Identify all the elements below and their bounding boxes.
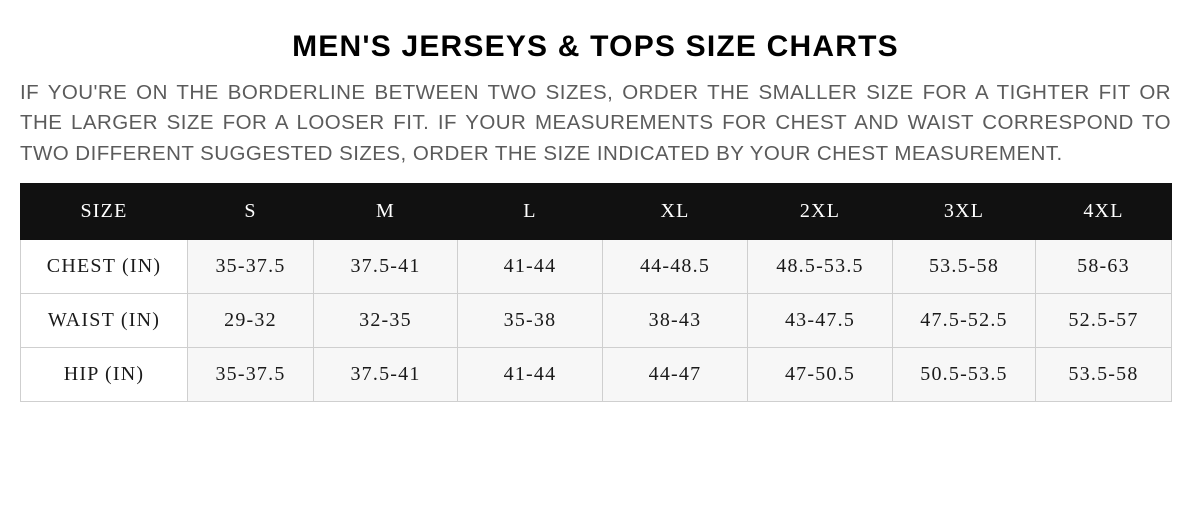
- cell-chest-m: 37.5-41: [314, 239, 458, 293]
- cell-waist-4xl: 52.5-57: [1036, 293, 1172, 347]
- cell-chest-3xl: 53.5-58: [893, 239, 1036, 293]
- column-header-4xl: 4XL: [1036, 183, 1172, 239]
- row-label-hip: HIP (IN): [21, 347, 188, 401]
- cell-hip-xl: 44-47: [603, 347, 748, 401]
- cell-hip-2xl: 47-50.5: [748, 347, 893, 401]
- cell-waist-m: 32-35: [314, 293, 458, 347]
- column-header-s: S: [188, 183, 314, 239]
- cell-chest-4xl: 58-63: [1036, 239, 1172, 293]
- cell-waist-s: 29-32: [188, 293, 314, 347]
- intro-paragraph: IF YOU'RE ON THE BORDERLINE BETWEEN TWO SIZES, ORDER THE SMALLER SIZE FOR A TIGHTER FIT OR THE LARGER SIZE FOR A LOOSER FIT. IF YOUR MEASUREMENTS FOR CHEST AND WAIST CORRESPOND TO TWO DIFFERENT SUGGESTED SIZES, ORDER THE SIZE INDICATED BY YOUR CHEST MEASUREMENT.: [20, 81, 1171, 165]
- column-header-3xl: 3XL: [893, 183, 1036, 239]
- cell-chest-2xl: 48.5-53.5: [748, 239, 893, 293]
- cell-chest-s: 35-37.5: [188, 239, 314, 293]
- row-label-chest: CHEST (IN): [21, 239, 188, 293]
- table-body: [21, 239, 1172, 401]
- cell-hip-4xl: 53.5-58: [1036, 347, 1172, 401]
- column-header-m: M: [314, 183, 458, 239]
- table-row: [21, 239, 1172, 293]
- row-label-waist: WAIST (IN): [21, 293, 188, 347]
- cell-hip-m: 37.5-41: [314, 347, 458, 401]
- cell-hip-l: 41-44: [458, 347, 603, 401]
- column-header-l: L: [458, 183, 603, 239]
- cell-hip-s: 35-37.5: [188, 347, 314, 401]
- column-header-2xl: 2XL: [748, 183, 893, 239]
- cell-waist-3xl: 47.5-52.5: [893, 293, 1036, 347]
- size-chart-table-wrapper: [20, 183, 1171, 402]
- size-chart-table: [20, 183, 1172, 402]
- cell-waist-l: 35-38: [458, 293, 603, 347]
- cell-hip-3xl: 50.5-53.5: [893, 347, 1036, 401]
- table-row: [21, 347, 1172, 401]
- cell-chest-l: 41-44: [458, 239, 603, 293]
- column-header-xl: XL: [603, 183, 748, 239]
- table-header-row: [21, 183, 1172, 239]
- column-header-size: SIZE: [21, 183, 188, 239]
- page-title: MEN'S JERSEYS & TOPS SIZE CHARTS: [292, 30, 899, 63]
- table-row: [21, 293, 1172, 347]
- cell-chest-xl: 44-48.5: [603, 239, 748, 293]
- cell-waist-2xl: 43-47.5: [748, 293, 893, 347]
- cell-waist-xl: 38-43: [603, 293, 748, 347]
- table-header: [21, 183, 1172, 239]
